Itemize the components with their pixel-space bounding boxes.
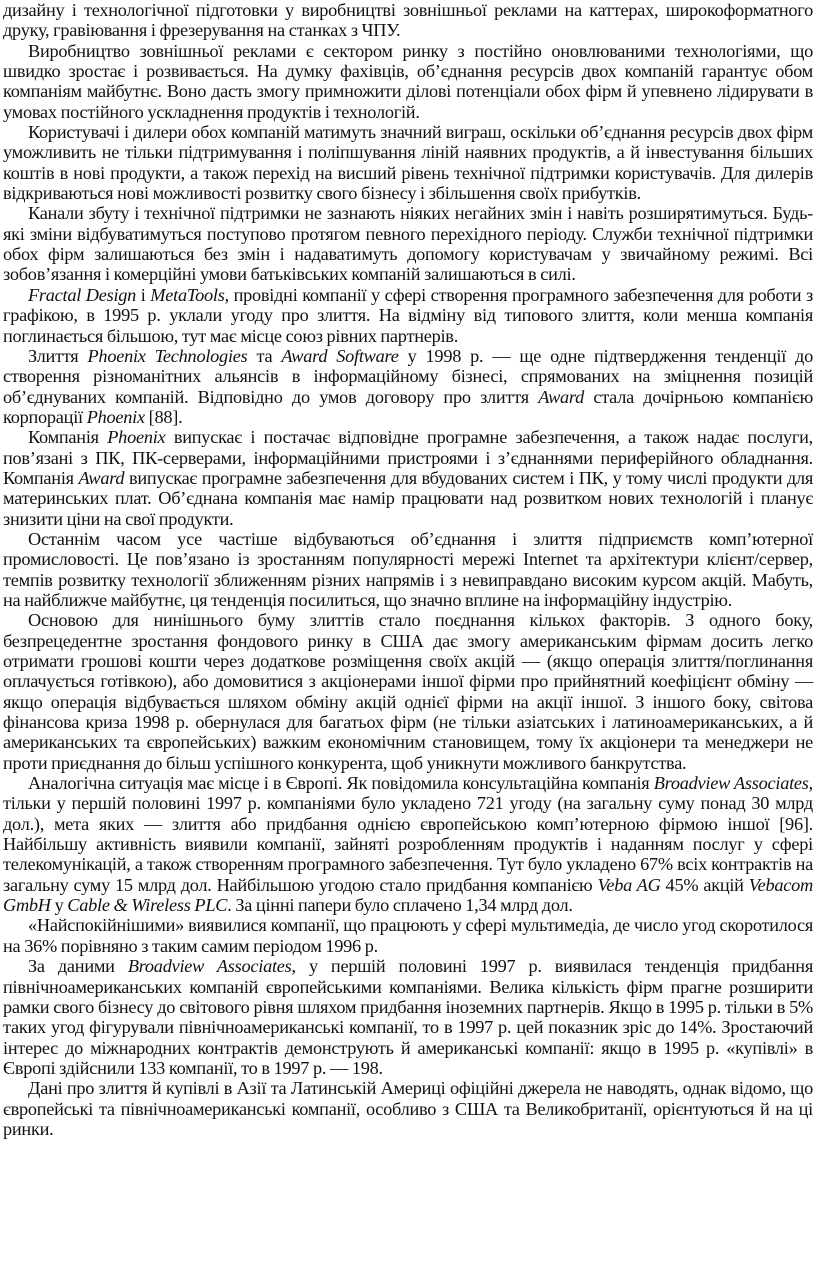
italic-company-name: Cable & Wireless PLC [67, 895, 228, 916]
paragraph [3, 610, 813, 773]
paragraph-text: Дані про злиття й купівлі в Азії та Латинській Америці офіційні джерела не наводять, однак відомо, що європейські та північноамериканські компанії, особливо з США та Великобританії, орієнтуються й на ці ринки. [3, 1078, 813, 1139]
paragraph-text: та [247, 345, 282, 366]
paragraph [3, 203, 813, 284]
paragraph-text: 45% акцій [660, 874, 749, 895]
paragraph [3, 1078, 813, 1139]
italic-company-name: Broadview Associates [653, 773, 809, 794]
paragraph-text: Компанія [28, 427, 108, 448]
italic-company-name: Phoenix [107, 427, 166, 448]
paragraph-text: [88]. [144, 406, 183, 427]
italic-company-name: Phoenix [86, 406, 145, 427]
italic-company-name: Award [538, 386, 585, 407]
paragraph-text: і [136, 284, 151, 305]
italic-company-name: Fractal Design [28, 284, 137, 305]
paragraph [3, 956, 813, 1078]
paragraph-text: Канали збуту і технічної підтримки не зазнають ніяких негайних змін і навіть розширятимуться. Будь-які зміни відбуватимуться поступово протягом певного перехідного періоду. Служби технічної підтримки обох фірм залишаються без змін і надаватимуть допомогу користувачам у звичайному режимі. Всі зобов’язання і комерційні умови батьківських компаній залишаються в силі. [3, 203, 813, 285]
paragraph [3, 122, 813, 203]
italic-company-name: Vebacom GmbH [3, 874, 813, 916]
paragraph-text: випускає програмне забезпечення для вбудованих систем і ПК, у тому числі продукти для материнських плат. Об’єднана компанія має намір працювати над розвитком нових технологій і планує знизити ціни на свої продукти. [3, 467, 813, 529]
paragraph-text: у [50, 895, 68, 916]
paragraph-text: дизайну і технологічної підготовки у виробництві зовнішньої реклами на каттерах, широкоформатного друку, гравіювання і фрезерування на станках з ЧПУ. [3, 0, 813, 41]
paragraph [3, 346, 813, 427]
paragraph-text: . За цінні папери було сплачено 1,34 млрд дол. [227, 895, 573, 916]
paragraph-text: Злиття [28, 345, 88, 366]
paragraph [3, 41, 813, 122]
italic-company-name: Broadview Associates [127, 956, 292, 977]
paragraph-text: , у першій половині 1997 р. виявилася тенденція придбання північноамериканських компаній європейськими компаніями. Велика кількість фірм прагне розширити рамки свого бізнесу до світового рівня шляхом придбання іноземних партнерів. Якщо в 1995 р. тільки в 5% таких угод фігурували північноамериканські компанії, то в 1997 р. цей показник зріс до 14%. Зростаючий інтерес до міжнародних контрактів демонструють й американські компанії: якщо в 1995 р. «купівлі» в Європі здійснили 133 компанії, то в 1997 р. — 198. [3, 956, 813, 1078]
paragraph [3, 529, 813, 610]
italic-company-name: Phoenix Technologies [87, 345, 248, 366]
paragraph-text: Користувачі і дилери обох компаній матимуть значний виграш, оскільки об’єднання ресурсів двох фірм уможливить не тільки підтримування і поліпшування ліній наявних продуктів, а й інвестування більших коштів в нові продукти, а також перехід на висший рівень технічної підтримки користувачів. Для дилерів відкриваються нові можливості розвитку свого бізнесу і збільшення своїх прибутків. [3, 122, 813, 204]
paragraph [3, 285, 813, 346]
paragraph-text: , тільки у першій половині 1997 р. компаніями було укладено 721 угоду (на загальну суму понад 30 млрд дол.), мета яких — злиття або придбання однією європейською комп’ютерною фірмою іншої [96]. Найбільшу активність виявили компанії, зайняті розробленням продуктів і наданням послуг у сфері телекомунікацій, а також створенням програмного забезпечення. Тут було укладено 67% всіх контрактів на загальну суму 15 млрд дол. Найбільшою угодою стало придбання компанією [3, 773, 813, 895]
paragraph-text: Основою для нинішнього буму злиттів стало поєднання кількох факторів. З одного боку, безпрецедентне зростання фондового ринку в США дає змогу американським фірмам досить легко отримати грошові кошти через додаткове розміщення своїх акцій — (якщо операція злиття/поглинання оплачується готівкою), або домовитися з акціонерами іншої фірми про прийнятний коефіцієнт обміну — якщо операція відбувається шляхом обміну акцій однієї фірми на акції іншої. З іншого боку, світова фінансова криза 1998 р. обернулася для багатьох фірм (не тільки азіатських і латиноамериканських, а й американських та європейських) важким економічним становищем, тому їх акціонери та менеджери не проти приєднання до більш успішного конкурента, щоб уникнути можливого банкрутства. [3, 610, 813, 773]
italic-company-name: Veba AG [597, 874, 661, 895]
paragraph-text: Виробництво зовнішньої реклами є сектором ринку з постійно оновлюваними технологіями, що швидко зростає і розвивається. На думку фахівців, об’єднання ресурсів двох компаній гарантує обом компаніям майбутнє. Воно дасть змогу примножити ділові потенціали обох фірм й упевнено лідирувати в умовах постійного ускладнення продуктів і технологій. [3, 40, 813, 122]
paragraph [3, 773, 813, 915]
paragraph-text: у 1998 р. — ще одне підтвердження тенденції до створення різноманітних альянсів в інформаційному бізнесі, спрямованих на зміцнення позицій об’єднуваних компаній. Відповідно до умов договору про злиття [3, 345, 813, 407]
paragraph [3, 0, 813, 41]
italic-company-name: Award [78, 467, 125, 488]
paragraph-text: , провідні компанії у сфері створення програмного забезпечення для роботи з графікою, в 1995 р. уклали угоду про злиття. На відміну від типового злиття, коли менша компанія поглинається більшою, тут має місце союз рівних партнерів. [3, 284, 813, 346]
paragraph-text: випускає і постачає відповідне програмне забезпечення, а також надає послуги, пов’язані з ПК, ПК-серверами, інформаційними пристроями і з’єднаннями периферійного обладнання. Компанія [3, 427, 814, 488]
paragraph-text: стала дочірньою компанією корпорації [3, 386, 813, 427]
paragraph-text: «Найспокійнішими» виявилися компанії, що працюють у сфері мультимедіа, де число угод скоротилося на 36% порівняно з таким самим періодом 1996 р. [3, 915, 813, 956]
italic-company-name: MetaTools [150, 284, 225, 305]
paragraph-text: Останнім часом усе частіше відбуваються об’єднання і злиття підприємств комп’ютерної промисловості. Це пов’язано із зростанням популярності мережі Internet та архітектури клієнт/сервер, темпів розвитку технології зближенням різних напрямів і з невиправдано високим курсом акцій. Мабуть, на найближче майбутнє, ця тенденція посилиться, що значно вплине на інформаційну індустрію. [3, 528, 813, 610]
paragraph [3, 427, 813, 529]
paragraph [3, 915, 813, 956]
paragraph-text: За даними [28, 956, 128, 977]
italic-company-name: Award Software [281, 345, 399, 366]
paragraph-text: Аналогічна ситуація має місце і в Європі. Як повідомила консультаційна компанія [28, 773, 654, 794]
